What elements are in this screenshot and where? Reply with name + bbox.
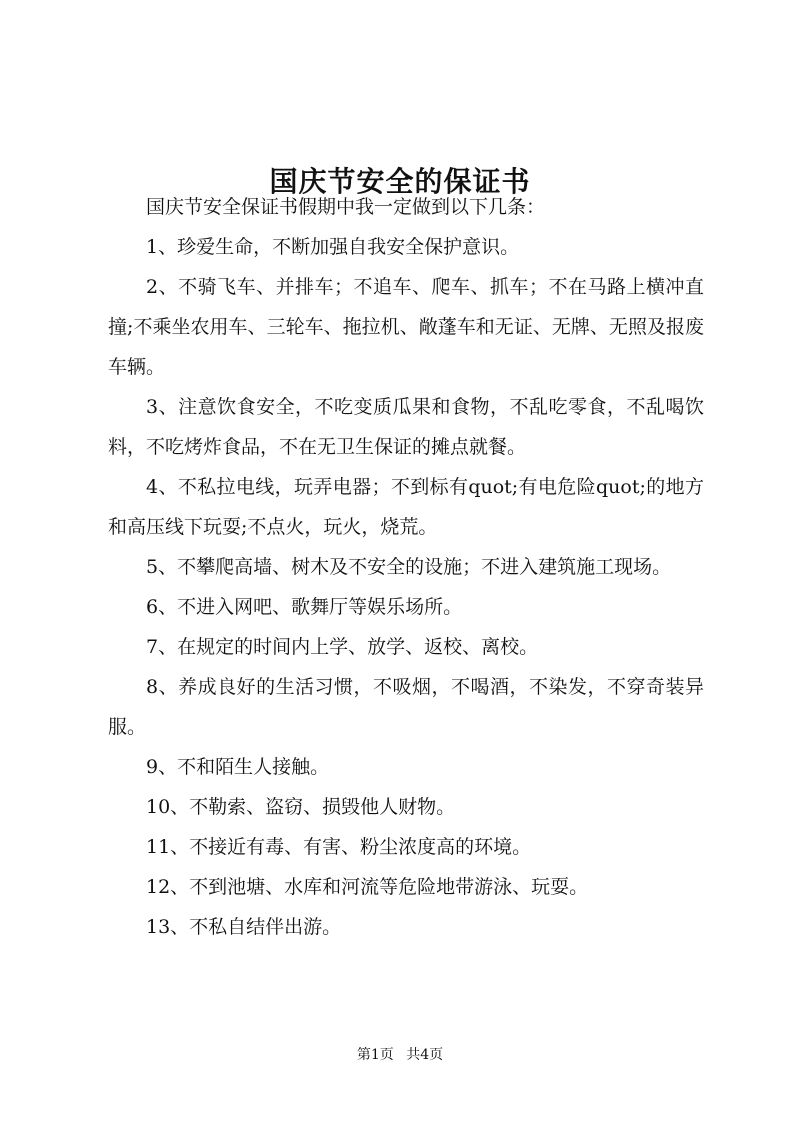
paragraph-item-8: 8、养成良好的生活习惯，不吸烟，不喝酒，不染发，不穿奇装异服。 (108, 676, 704, 738)
paragraph-item-2: 2、不骑飞车、并排车；不追车、爬车、抓车；不在马路上横冲直撞;不乘坐农用车、三轮车、拖拉机、敞蓬车和无证、无牌、无照及报废车辆。 (108, 276, 704, 378)
paragraph-intro: 国庆节安全保证书假期中我一定做到以下几条： (146, 196, 546, 218)
page-footer (0, 1046, 800, 1064)
page-total: 共4页 (406, 1047, 444, 1063)
document-body (108, 187, 704, 947)
paragraph-item-13: 13、不私自结伴出游。 (146, 916, 342, 938)
paragraph-item-4: 4、不私拉电线，玩弄电器；不到标有quot;有电危险quot;的地方和高压线下玩耍;不点火，玩火，烧荒。 (108, 476, 704, 538)
document-title: 国庆节安全的保证书 (269, 164, 531, 198)
paragraph-item-1: 1、珍爱生命，不断加强自我安全保护意识。 (146, 236, 520, 258)
paragraph-item-6: 6、不进入网吧、歌舞厅等娱乐场所。 (146, 596, 463, 618)
paragraph-item-10: 10、不勒索、盗窃、损毁他人财物。 (146, 796, 456, 818)
paragraph-item-3: 3、注意饮食安全，不吃变质瓜果和食物，不乱吃零食，不乱喝饮料，不吃烤炸食品，不在无卫生保证的摊点就餐。 (108, 396, 704, 458)
paragraph-item-12: 12、不到池塘、水库和河流等危险地带游泳、玩耍。 (146, 876, 589, 898)
paragraph-item-9: 9、不和陌生人接触。 (146, 756, 330, 778)
paragraph-item-7: 7、在规定的时间内上学、放学、返校、离校。 (146, 636, 539, 658)
paragraph-item-5: 5、不攀爬高墙、树木及不安全的设施；不进入建筑施工现场。 (146, 556, 672, 578)
paragraph-item-11: 11、不接近有毒、有害、粉尘浓度高的环境。 (146, 836, 532, 858)
page-number: 第1页 (356, 1047, 394, 1063)
